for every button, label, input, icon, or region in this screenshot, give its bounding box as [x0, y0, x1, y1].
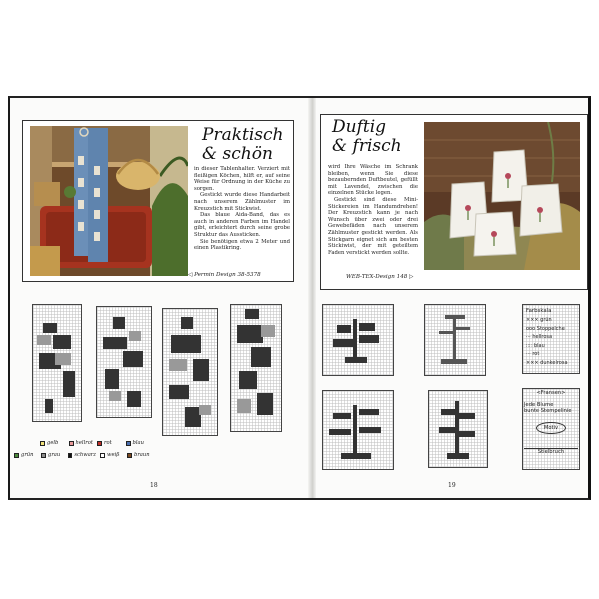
swatch-light-red	[69, 441, 74, 446]
page-gutter	[308, 98, 316, 498]
left-body-paragraph: in dieser Tablenhalter. Verziert mit fleißigen Köchen, hilft er, auf seine Weise für Ordnung in der Küche zu sorgen.	[194, 166, 290, 192]
sachets-photo-image	[424, 122, 580, 270]
chart-motif	[163, 309, 217, 435]
legend-label: gelb	[47, 440, 59, 446]
legend-item	[69, 440, 94, 446]
legend-item	[41, 452, 64, 458]
left-body-paragraph: Das blaue Aida-Band, das es auch in anderen Farben im Handel gibt, erleichtert durch seine grobe Struktur das Aussticken.	[194, 212, 290, 238]
kitchen-photo-image	[30, 126, 188, 276]
key-line: ××× grün	[526, 317, 552, 323]
left-page-number: 18	[150, 482, 158, 489]
instruction-note	[524, 390, 578, 455]
key-line: ××× dunkelrosa	[526, 359, 568, 366]
right-page-number: 19	[448, 482, 456, 489]
right-page-title: Duftig & frisch	[332, 117, 402, 156]
right-page-body	[328, 164, 418, 256]
legend-label: weiß	[107, 452, 120, 458]
left-page-title: Praktisch & schön	[202, 125, 284, 164]
legend-label: rot	[104, 440, 112, 446]
legend-item	[126, 440, 151, 446]
legend-label: grün	[21, 452, 34, 458]
key-line: ··· hellrosa	[526, 334, 553, 340]
color-legend	[21, 440, 150, 464]
cross-stitch-chart	[322, 304, 394, 376]
right-body-paragraph: wird Ihre Wäsche im Schrank bleiben, wenn Sie diese bezaubernden Duftbeutel, gefüllt mit Lavendel, zwischen die einzelnen Stücke legen.	[328, 164, 418, 197]
legend-label: blau	[132, 440, 144, 446]
swatch-green	[14, 453, 19, 458]
key-line: ∷∷ blau	[526, 342, 545, 349]
legend-label: grau	[48, 452, 61, 458]
cross-stitch-chart	[162, 308, 218, 436]
legend-item	[97, 440, 122, 446]
legend-label: braun	[134, 452, 150, 458]
cross-stitch-chart	[424, 304, 486, 376]
cross-stitch-chart	[96, 306, 152, 418]
note-line: <Fransen>	[536, 390, 566, 396]
legend-item	[14, 452, 37, 458]
swatch-grey	[41, 453, 46, 458]
legend-label: schwarz	[74, 452, 96, 458]
kitchen-photo	[30, 126, 188, 276]
cross-stitch-chart	[230, 304, 282, 432]
cross-stitch-chart	[322, 390, 394, 470]
legend-row	[14, 452, 150, 458]
left-body-paragraph: Gestickt wurde diese Handarbeit nach unserem Zählmuster im Kreuzstich mit Stickwist.	[194, 192, 290, 212]
sachets-photo	[424, 122, 580, 270]
swatch-brown	[127, 453, 132, 458]
key-line: ooo Stoppelche	[526, 325, 565, 332]
legend-item	[127, 452, 150, 458]
swatch-white	[100, 453, 105, 458]
legend-row	[40, 440, 150, 446]
swatch-blue	[126, 441, 131, 446]
magazine-spread	[8, 96, 591, 500]
note-line: Jede Blume	[524, 402, 554, 408]
cross-stitch-chart	[32, 304, 82, 422]
color-key	[526, 308, 568, 368]
chart-motif	[97, 307, 151, 417]
chart-motif	[429, 391, 487, 467]
note-line: Motiv	[536, 422, 566, 434]
right-design-credit: WEB-TEX-Design 148 ▷	[346, 274, 414, 280]
key-heading: Farbskala	[526, 308, 552, 314]
left-design-credit: ◁ Permin Design 38-5378	[188, 272, 261, 278]
chart-motif	[323, 391, 393, 469]
legend-item	[100, 452, 123, 458]
key-line: ··· rot	[526, 351, 540, 357]
legend-item	[40, 440, 65, 446]
chart-motif	[425, 305, 485, 375]
legend-item	[68, 452, 96, 458]
chart-motif	[323, 305, 393, 375]
legend-label: hellrot	[75, 440, 93, 446]
cross-stitch-chart	[428, 390, 488, 468]
chart-motif	[33, 305, 81, 421]
note-line: Stielbruch	[524, 448, 578, 455]
note-line: bunte Stempelinie	[524, 408, 572, 414]
chart-motif	[231, 305, 281, 431]
swatch-yellow	[40, 441, 45, 446]
right-body-paragraph: Gestickt sind diese Mini-Stickereien im Handumdrehen! Der Kreuzstich kann je nach Wunsch über zwei oder drei Gewebefäden nach unserem Zählmuster gestickt werden. Als Stickgarn eignet sich am besten Stickiwist, der mit geteiltem Faden verstickt werden sollte.	[328, 196, 418, 256]
left-body-paragraph: Sie benötigen etwa 2 Meter und einen Plastikring.	[194, 238, 290, 252]
left-page-body	[194, 166, 290, 252]
swatch-red	[97, 441, 102, 446]
swatch-black	[68, 453, 72, 458]
